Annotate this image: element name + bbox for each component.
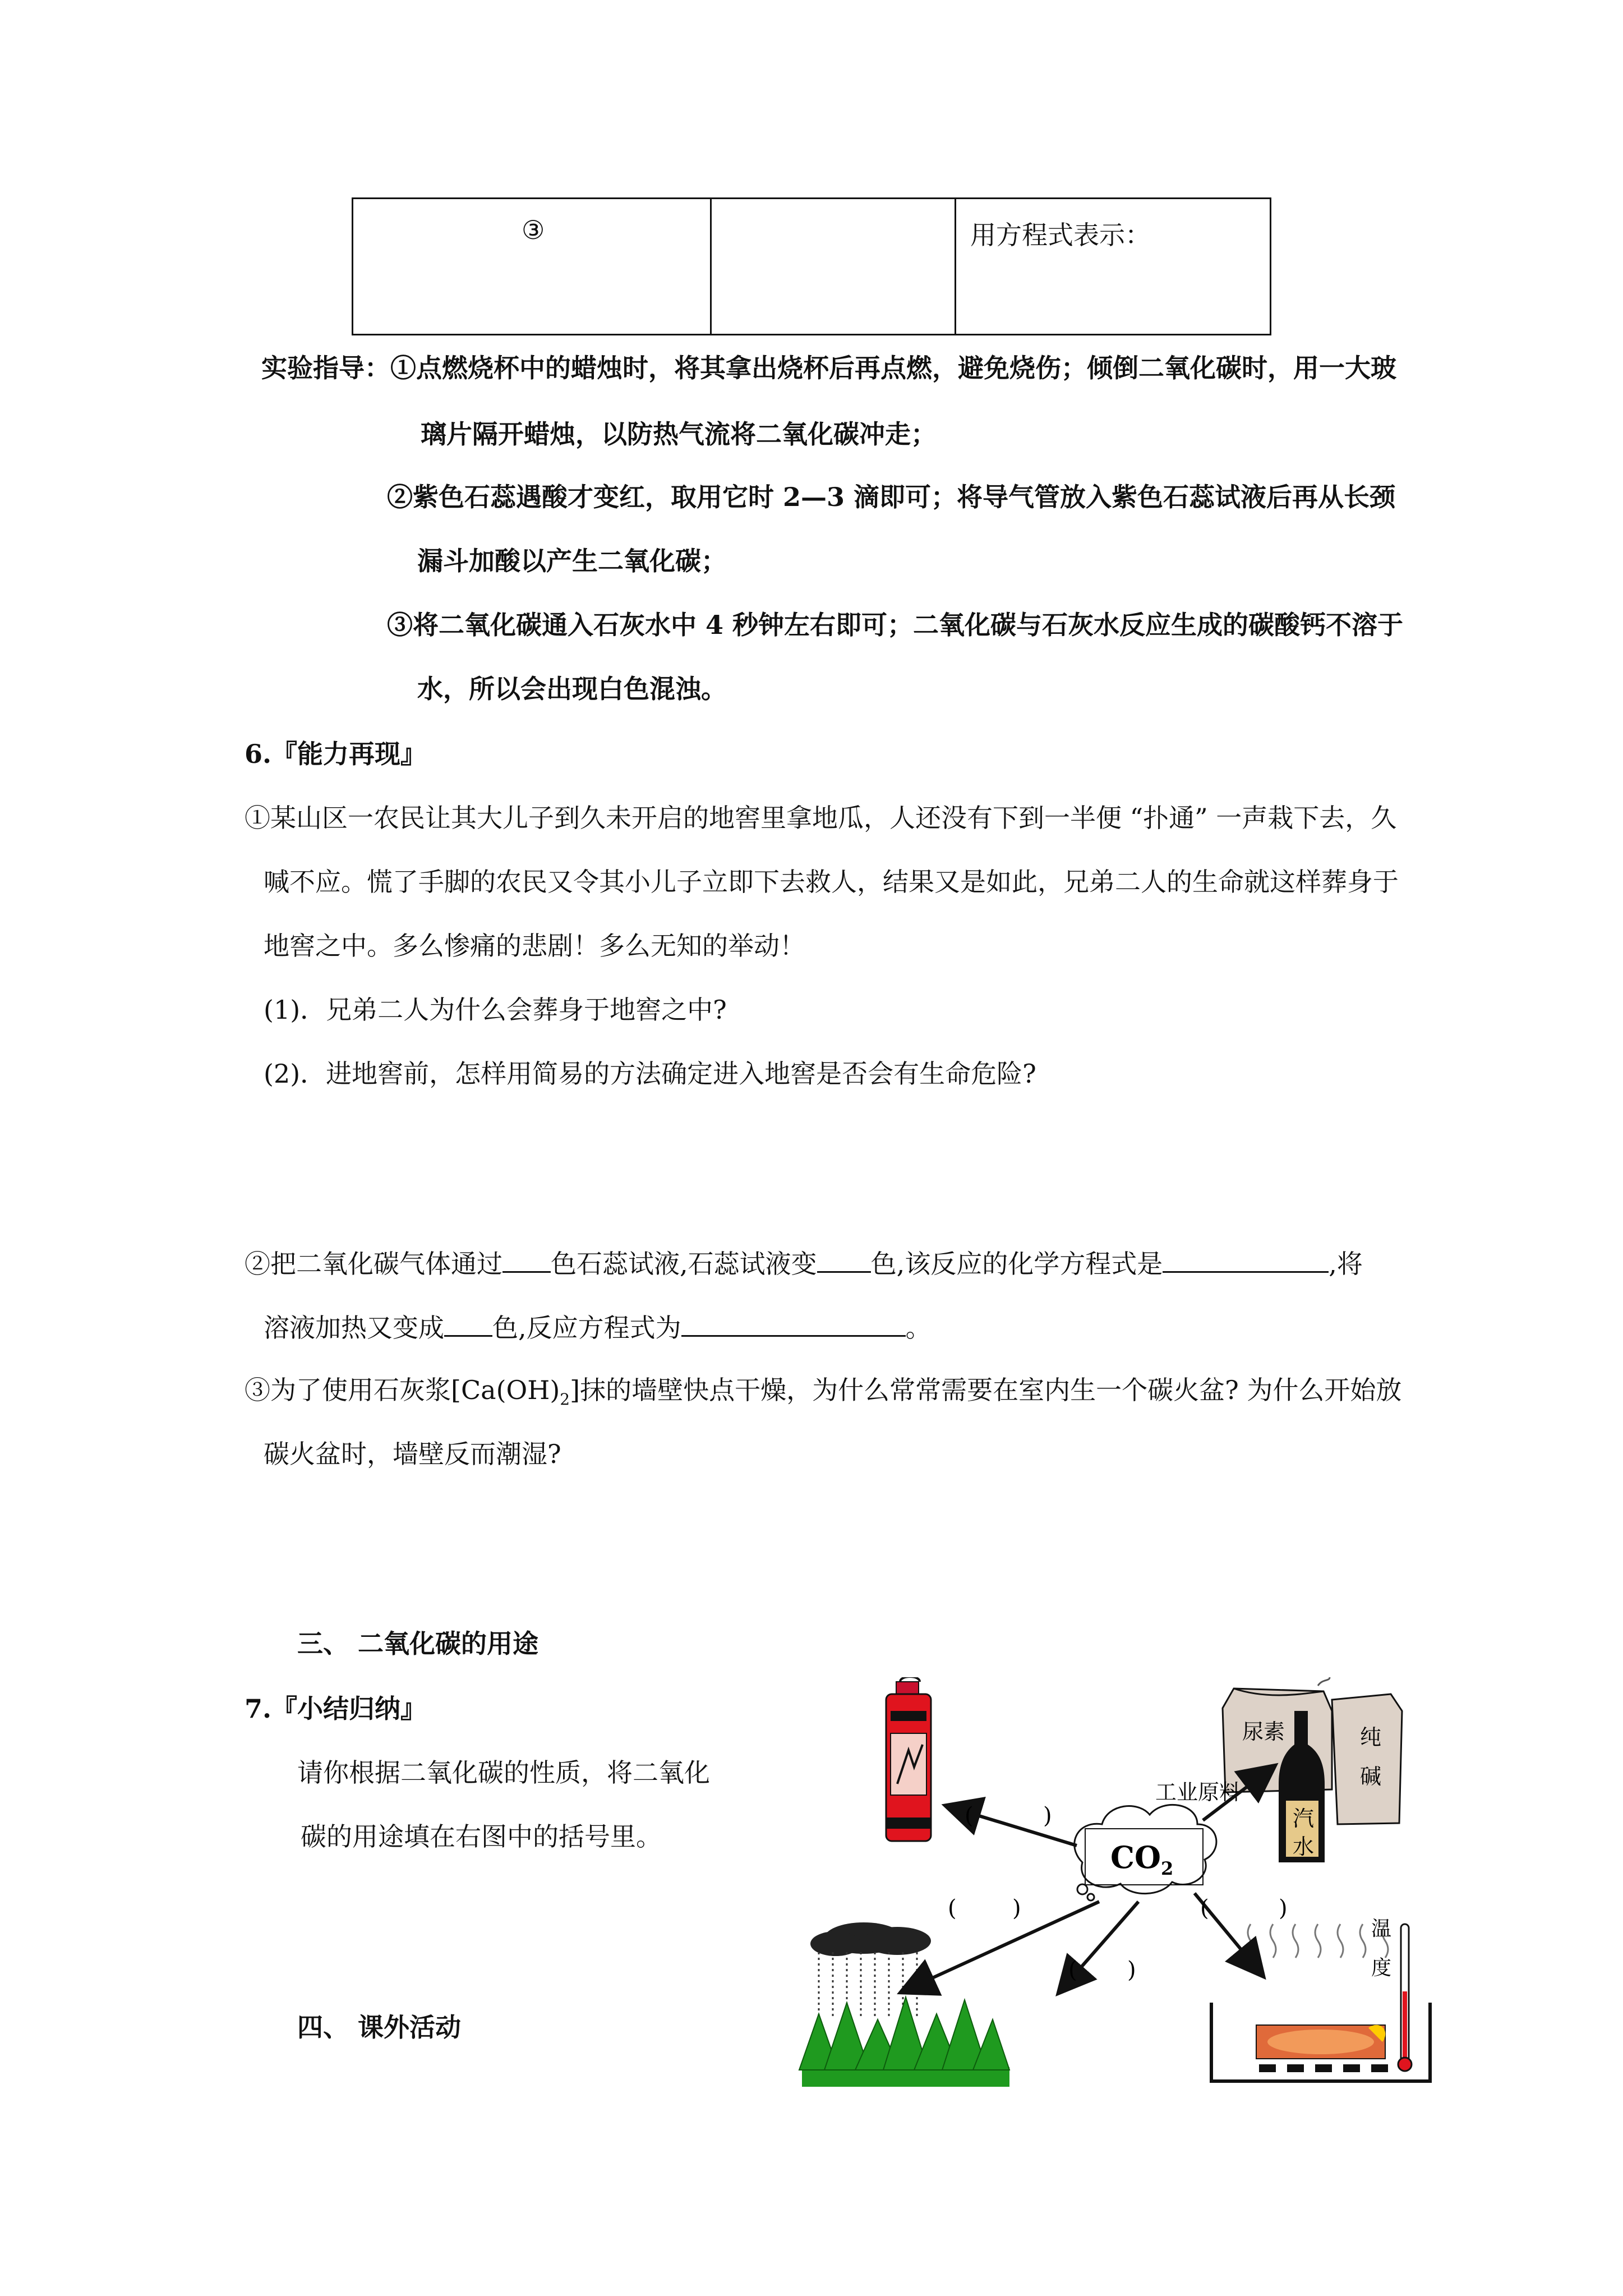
co2-label: $CO_2$ [1110,1839,1174,1879]
guide-p2a: ②紫色石蕊遇酸才变红，取用它时 2—3 滴即可；将导气管放入紫色石蕊试液后再从长颈 [387,482,1396,512]
industry-label: 工业原料 [1155,1780,1241,1805]
blank-equation-1[interactable] [1163,1245,1329,1273]
blank-3[interactable] [444,1309,492,1337]
q2a-text-3: 色,该反应的化学方程式是 [870,1249,1163,1279]
paren-open[interactable]: ( [948,1895,957,1921]
table-divider [710,199,712,334]
paren-close[interactable]: ) [1127,1957,1136,1983]
industrial-products-icon [1223,1677,1402,1862]
table-cell-equation-label: 用方程式表示： [970,220,1151,250]
q2b-text-3: 。 [905,1313,932,1343]
q1-sub-2: (2)．进地窖前，怎样用简易的方法确定进入地窖是否会有生命危险? [264,1059,1036,1089]
temp-char1: 温 [1371,1917,1392,1940]
q3a-subscript: 2 [560,1390,570,1409]
bottle-char2: 水 [1293,1834,1315,1859]
bottle-char1: 汽 [1293,1806,1315,1831]
q2a-text-2: 色石蕊试液,石蕊试液变 [551,1249,817,1279]
q2-line-a [245,1245,1363,1281]
q2a-text-1: ②把二氧化碳气体通过 [245,1249,502,1279]
table-divider [955,199,956,334]
bag-urea-label: 尿素 [1242,1719,1285,1744]
section6-title: 6.『能力再现』 [245,739,427,769]
q2a-text-4: ,将 [1329,1249,1363,1279]
greenhouse-icon [1211,1917,1430,2081]
paren-close[interactable]: ) [1012,1895,1021,1921]
q2-line-b [264,1309,932,1345]
co2-uses-figure [785,1677,1481,2092]
guide-label: 实验指导： [261,353,390,383]
q2b-text-2: 色,反应方程式为 [492,1313,681,1343]
section7-text-1: 请你根据二氧化碳的性质，将二氧化 [297,1757,710,1788]
paren-open[interactable]: ( [965,1803,974,1829]
paren-open[interactable]: ( [1200,1895,1209,1921]
paren-open[interactable]: ( [1068,1957,1077,1983]
guide-p1a: ①点燃烧杯中的蜡烛时，将其拿出烧杯后再点燃，避免烧伤；倾倒二氧化碳时，用一大玻 [390,353,1396,383]
q1-line-a: ①某山区一农民让其大儿子到久未开启的地窖里拿地瓜，人还没有下到一半便 “扑通” 一声栽下去，久 [245,803,1397,833]
paren-close[interactable]: ) [1279,1895,1288,1921]
experiment-table [352,197,1271,335]
co2-cloud [1075,1805,1216,1901]
guide-line-1 [261,351,1396,385]
q1-line-c: 地窖之中。多么惨痛的悲剧！多么无知的举动！ [264,931,805,961]
q1-line-b: 喊不应。慌了手脚的农民又令其小儿子立即下去救人，结果又是如此，兄弟二人的生命就这样葬身于 [264,867,1399,897]
section3-title: 三、 二氧化碳的用途 [297,1628,539,1659]
q2b-text-1: 溶液加热又变成 [264,1313,444,1343]
bag-soda-char1: 纯 [1360,1725,1382,1750]
q1-sub-1: (1)．兄弟二人为什么会葬身于地窖之中? [264,995,727,1025]
q3a-text-1: ③为了使用石灰浆[Ca(OH) [245,1375,560,1405]
guide-p3a: ③将二氧化碳通入石灰水中 4 秒钟左右即可；二氧化碳与石灰水反应生成的碳酸钙不溶于 [387,610,1404,640]
guide-p1b: 璃片隔开蜡烛，以防热气流将二氧化碳冲走； [421,419,937,449]
rain-forest-icon [799,1922,1009,2087]
table-cell-number: ③ [522,215,545,245]
blank-equation-2[interactable] [681,1309,906,1337]
bag-soda-char2: 碱 [1360,1764,1382,1789]
blank-1[interactable] [502,1245,551,1273]
paren-close[interactable]: ) [1043,1803,1052,1829]
blank-2[interactable] [817,1245,871,1273]
q3-line-b: 碳火盆时，墙壁反而潮湿? [264,1439,561,1469]
q3-line-a [245,1373,1401,1416]
section7-text-2: 碳的用途填在右图中的括号里。 [301,1821,662,1852]
section7-title: 7.『小结归纳』 [245,1694,427,1724]
guide-p3b: 水，所以会出现白色混浊。 [417,674,727,704]
guide-p2b: 漏斗加酸以产生二氧化碳； [417,546,727,576]
q3a-text-2: ]抹的墙壁快点干燥，为什么常常需要在室内生一个碳火盆? 为什么开始放 [570,1375,1402,1405]
fire-extinguisher-icon [886,1677,931,1841]
temp-char2: 度 [1371,1957,1392,1980]
section4-title: 四、 课外活动 [297,2012,462,2042]
